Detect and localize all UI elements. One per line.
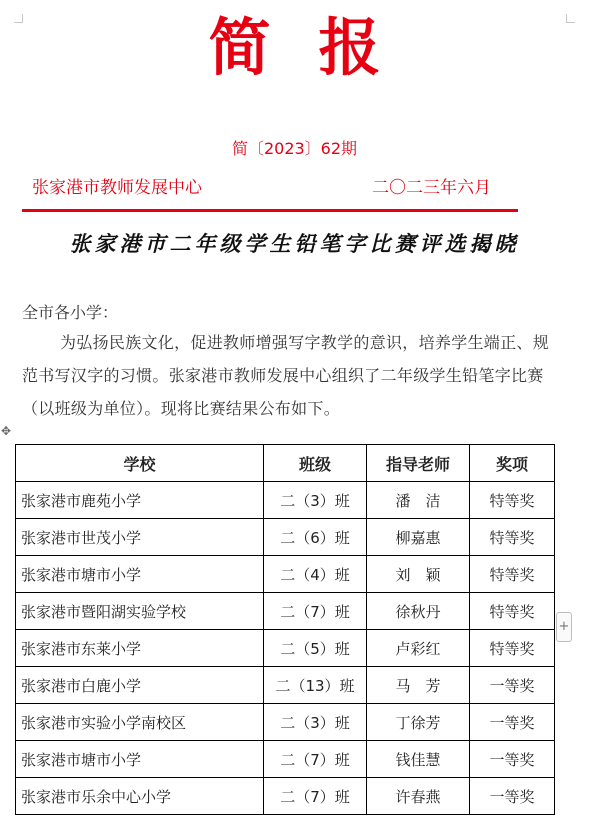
cell-school: 张家港市白鹿小学 [16,667,264,704]
article-headline: 张家港市二年级学生铅笔字比赛评选揭晓 [69,231,520,256]
issue-date: 二〇二三年六月 [372,178,491,198]
masthead-title: 简报 [208,11,429,84]
cell-award: 特等奖 [470,482,555,519]
results-table [15,444,555,815]
cell-school: 张家港市乐余中心小学 [16,778,264,815]
cell-school: 张家港市暨阳湖实验学校 [16,593,264,630]
cell-award: 一等奖 [470,704,555,741]
cell-award: 一等奖 [470,778,555,815]
issuing-organization: 张家港市教师发展中心 [32,178,202,198]
cell-class: 二（4）班 [264,556,367,593]
cell-teacher: 丁徐芳 [367,704,470,741]
cell-school: 张家港市东莱小学 [16,630,264,667]
cell-class: 二（7）班 [264,593,367,630]
table-row [16,704,555,741]
header-teacher: 指导老师 [367,445,470,482]
header-school: 学校 [16,445,264,482]
table-row [16,482,555,519]
plus-icon[interactable]: + [556,612,572,642]
cell-award: 特等奖 [470,593,555,630]
cell-award: 特等奖 [470,519,555,556]
red-divider-line [22,209,518,212]
cell-class: 二（7）班 [264,778,367,815]
cell-teacher: 钱佳慧 [367,741,470,778]
cell-school: 张家港市塘市小学 [16,556,264,593]
cell-teacher: 徐秋丹 [367,593,470,630]
cell-teacher: 马 芳 [367,667,470,704]
cell-award: 特等奖 [470,556,555,593]
cell-class: 二（5）班 [264,630,367,667]
body-paragraph: 为弘扬民族文化，促进教师增强写字教学的意识，培养学生端正、规范书写汉字的习惯。张家港市教师发展中心组织了二年级学生铅笔字比赛（以班级为单位）。现将比赛结果公布如下。 [22,333,550,418]
cell-teacher: 柳嘉惠 [367,519,470,556]
table-header-row [16,445,555,482]
header-award: 奖项 [470,445,555,482]
table-row [16,519,555,556]
cell-teacher: 许春燕 [367,778,470,815]
table-row [16,778,555,815]
cell-award: 一等奖 [470,741,555,778]
cell-teacher: 卢彩红 [367,630,470,667]
cell-award: 特等奖 [470,630,555,667]
cell-class: 二（3）班 [264,704,367,741]
cell-class: 二（6）班 [264,519,367,556]
table-row [16,667,555,704]
cell-class: 二（3）班 [264,482,367,519]
cell-class: 二（13）班 [264,667,367,704]
table-row [16,556,555,593]
cell-school: 张家港市实验小学南校区 [16,704,264,741]
cell-school: 张家港市世茂小学 [16,519,264,556]
move-anchor-icon[interactable]: ✥ [1,424,12,438]
cell-award: 一等奖 [470,667,555,704]
table-row [16,741,555,778]
cell-teacher: 潘 洁 [367,482,470,519]
cell-school: 张家港市鹿苑小学 [16,482,264,519]
cell-teacher: 刘 颖 [367,556,470,593]
header-class: 班级 [264,445,367,482]
salutation: 全市各小学： [22,303,119,322]
table-row [16,630,555,667]
cell-class: 二（7）班 [264,741,367,778]
cell-school: 张家港市塘市小学 [16,741,264,778]
issue-number: 简〔2023〕62期 [231,139,358,158]
table-row [16,593,555,630]
